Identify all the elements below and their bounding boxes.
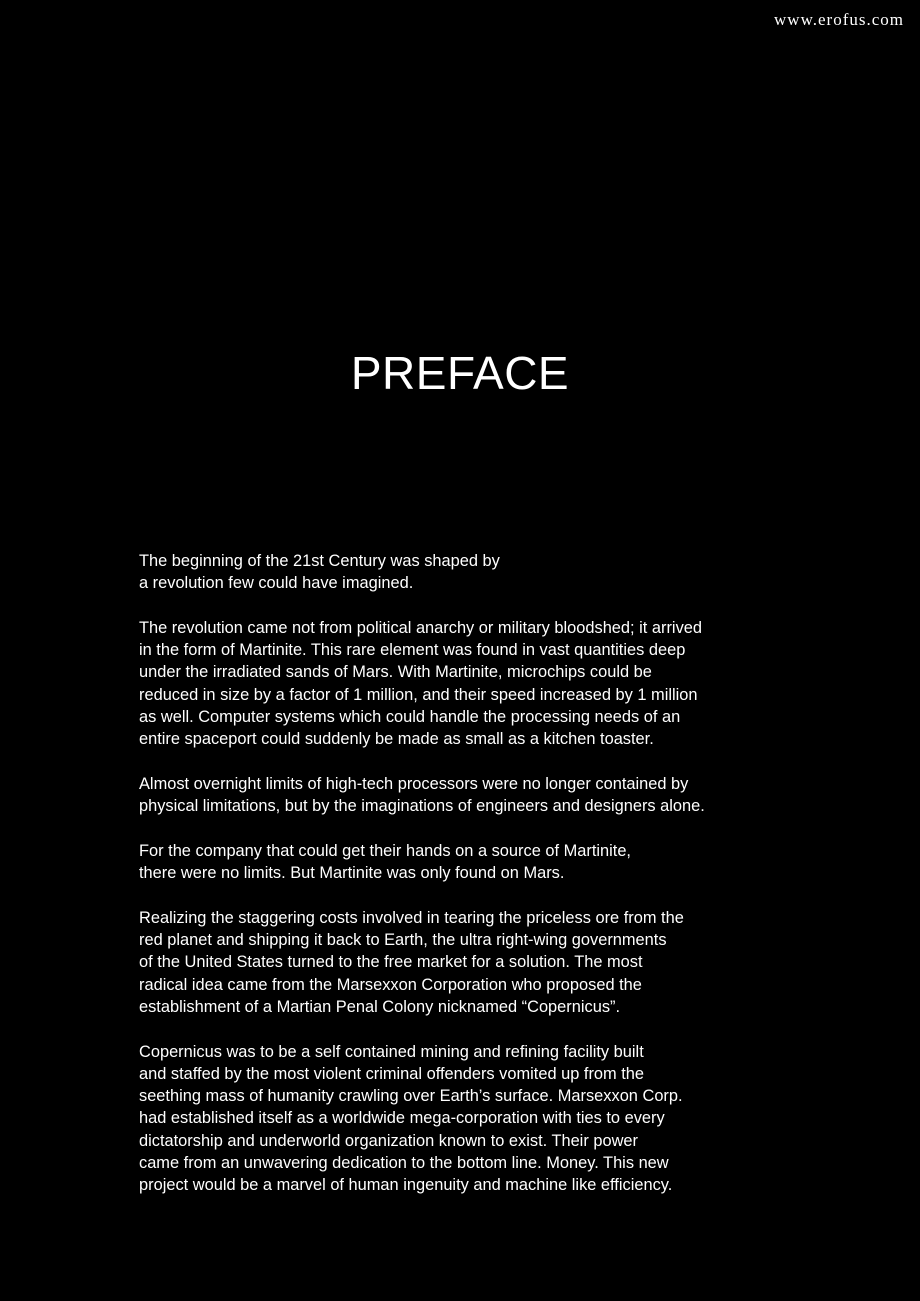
text-line: project would be a marvel of human ingenuity and machine like efficiency. (139, 1176, 673, 1195)
paragraph-2 (139, 617, 809, 751)
paragraph-4 (139, 840, 809, 885)
preface-body (139, 550, 809, 1219)
text-line: physical limitations, but by the imaginations of engineers and designers alone. (139, 797, 705, 816)
text-line: For the company that could get their hands on a source of Martinite, (139, 841, 631, 860)
text-line: Copernicus was to be a self contained mining and refining facility built (139, 1042, 644, 1061)
text-line: The revolution came not from political anarchy or military bloodshed; it arrived (139, 618, 702, 637)
page-title: PREFACE (350, 347, 570, 399)
text-line: there were no limits. But Martinite was only found on Mars. (139, 864, 565, 883)
paragraph-3 (139, 773, 809, 818)
text-line: entire spaceport could suddenly be made as small as a kitchen toaster. (139, 730, 654, 749)
text-line: under the irradiated sands of Mars. With Martinite, microchips could be (139, 663, 652, 682)
text-line: Almost overnight limits of high-tech processors were no longer contained by (139, 774, 689, 793)
text-line: came from an unwavering dedication to the bottom line. Money. This new (139, 1154, 669, 1173)
paragraph-6 (139, 1041, 809, 1197)
text-line: reduced in size by a factor of 1 million, and their speed increased by 1 million (139, 685, 698, 704)
text-line: radical idea came from the Marsexxon Corporation who proposed the (139, 975, 642, 994)
text-line: seething mass of humanity crawling over Earth’s surface. Marsexxon Corp. (139, 1087, 683, 1106)
site-watermark: www.erofus.com (774, 10, 904, 29)
text-line: had established itself as a worldwide mega-corporation with ties to every (139, 1109, 665, 1128)
text-line: in the form of Martinite. This rare element was found in vast quantities deep (139, 641, 686, 660)
text-line: and staffed by the most violent criminal offenders vomited up from the (139, 1064, 645, 1083)
text-line: Realizing the staggering costs involved in tearing the priceless ore from the (139, 908, 684, 927)
text-line: dictatorship and underworld organization known to exist. Their power (139, 1131, 638, 1150)
text-line: as well. Computer systems which could handle the processing needs of an (139, 708, 681, 727)
paragraph-1 (139, 550, 809, 595)
text-line: of the United States turned to the free market for a solution. The most (139, 953, 643, 972)
text-line: a revolution few could have imagined. (139, 574, 414, 593)
text-line: The beginning of the 21st Century was shaped by (139, 552, 500, 570)
paragraph-5 (139, 907, 809, 1018)
text-line: red planet and shipping it back to Earth, the ultra right-wing governments (139, 931, 667, 950)
text-line: establishment of a Martian Penal Colony nicknamed “Copernicus”. (139, 997, 621, 1016)
